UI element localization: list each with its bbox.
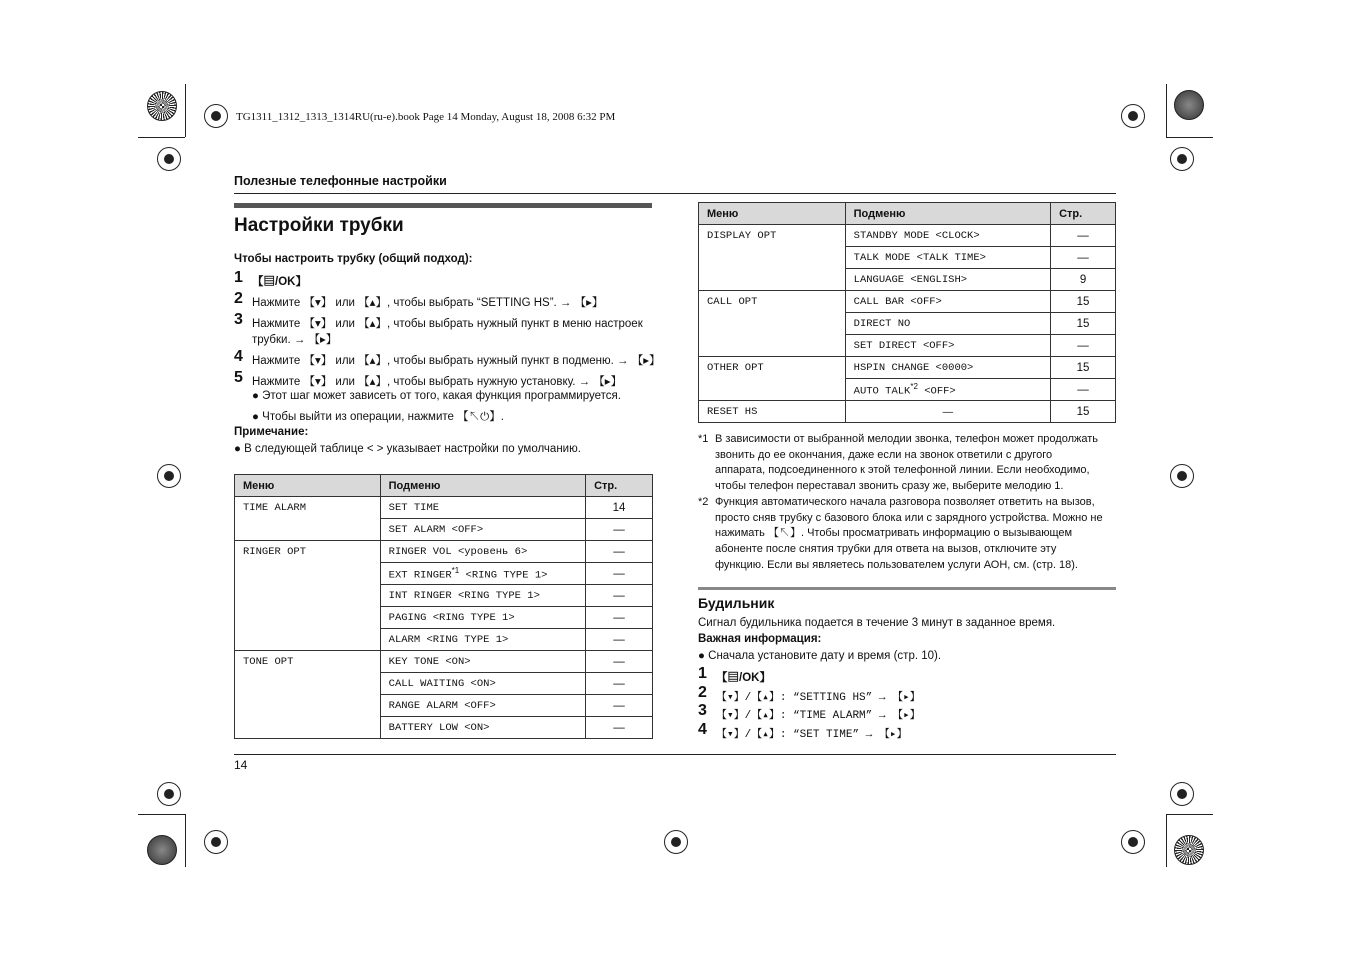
step-text: 【▾】/【▴】: “SET TIME” → 【▸】	[716, 729, 908, 741]
step-number: 4	[698, 721, 707, 738]
footnote-ref: *2	[910, 381, 918, 391]
step-number: 5	[234, 369, 243, 386]
page-cell: —	[586, 651, 653, 673]
crop-line	[1166, 814, 1213, 815]
table-row	[235, 651, 653, 673]
crosshair-icon	[1170, 782, 1194, 806]
submenu-cell: TALK MODE <TALK TIME>	[845, 247, 1050, 269]
registration-mark-icon	[1174, 835, 1204, 865]
step-text: 【▾】/【▴】: “SETTING HS” → 【▸】	[716, 692, 921, 704]
submenu-cell: INT RINGER <RING TYPE 1>	[380, 585, 585, 607]
footnote-ref: *1	[451, 565, 460, 575]
step-text-continued: трубки. → 【▸】	[252, 334, 338, 346]
footnote-line: Функция автоматического начала разговора позволяет ответить на вызов,	[715, 496, 1095, 508]
page-cell: —	[586, 607, 653, 629]
step-text: 【▤/OK】	[716, 672, 771, 684]
crosshair-icon	[157, 782, 181, 806]
table-row	[699, 401, 1116, 423]
menu-cell: RINGER OPT	[235, 541, 381, 651]
submenu-cell: —	[845, 401, 1050, 423]
crosshair-icon	[157, 464, 181, 488]
step-number: 3	[698, 702, 707, 719]
submenu-cell: SET DIRECT <OFF>	[845, 335, 1050, 357]
page-cell: 15	[1051, 357, 1116, 379]
page-cell: —	[1051, 247, 1116, 269]
footnote-line: звонить до ее окончания, даже если на звонок ответили с другого	[715, 448, 1053, 461]
page-cell: —	[586, 629, 653, 651]
footer-rule	[234, 754, 1116, 755]
page-cell: —	[1051, 379, 1116, 401]
submenu-cell: PAGING <RING TYPE 1>	[380, 607, 585, 629]
page-cell: —	[586, 563, 653, 585]
submenu-cell: RINGER VOL <уровень 6>	[380, 541, 585, 563]
page-cell: 15	[1051, 313, 1116, 335]
step-text: Нажмите 【▾】 или 【▴】, чтобы выбрать нужный пункт в подменю. → 【▸】	[252, 355, 661, 367]
crosshair-icon	[1170, 147, 1194, 171]
submenu-cell: SET TIME	[380, 497, 585, 519]
footnote-line: чтобы телефон переставал звонить сразу же, выберите мелодию 1.	[715, 480, 1064, 493]
step-number: 2	[698, 684, 707, 701]
alarm-title: Будильник	[698, 595, 775, 611]
crop-line	[1166, 137, 1213, 138]
step-text: Нажмите 【▾】 или 【▴】, чтобы выбрать нужный пункт в меню настроек	[252, 318, 643, 330]
bullet-text: Этот шаг может зависеть от того, какая функция программируется.	[262, 390, 621, 402]
page-number: 14	[234, 758, 248, 772]
crosshair-icon	[664, 830, 688, 854]
submenu-cell: SET ALARM <OFF>	[380, 519, 585, 541]
column-header-submenu: Подменю	[380, 475, 585, 497]
menu-cell: RESET HS	[699, 401, 846, 423]
step-text: Нажмите 【▾】 или 【▴】, чтобы выбрать нужную установку. → 【▸】	[252, 376, 623, 388]
submenu-default: <OFF>	[917, 385, 956, 398]
alarm-rule	[698, 587, 1116, 590]
crosshair-icon	[157, 147, 181, 171]
note-item: ● В следующей таблице < > указывает настройки по умолчанию.	[234, 443, 581, 455]
column-header-page: Стр.	[586, 475, 653, 497]
registration-mark-icon	[147, 91, 177, 121]
crop-line	[1166, 814, 1167, 867]
crosshair-icon	[1170, 464, 1194, 488]
crosshair-icon	[1121, 830, 1145, 854]
submenu-cell: ALARM <RING TYPE 1>	[380, 629, 585, 651]
footnote-line: просто сняв трубку с базового блока или с зарядного устройства. Можно не	[715, 511, 1103, 524]
footnote-line: нажимать 【↖】. Чтобы просматривать информацию о вызывающем	[715, 527, 1073, 540]
important-label: Важная информация:	[698, 633, 822, 645]
submenu-text: AUTO TALK	[853, 385, 911, 398]
submenu-cell: KEY TONE <ON>	[380, 651, 585, 673]
menu-cell: DISPLAY OPT	[699, 225, 846, 291]
column-header-menu: Меню	[235, 475, 381, 497]
page-cell: —	[586, 585, 653, 607]
step-text: 【▤/OK】	[252, 276, 307, 288]
page-cell: —	[586, 695, 653, 717]
step-number: 3	[234, 311, 243, 328]
submenu-text: EXT RINGER	[388, 569, 452, 582]
bullet-item: ● Этот шаг может зависеть от того, какая функция программируется.	[252, 390, 621, 402]
section-title: Полезные телефонные настройки	[234, 174, 447, 188]
important-text: Сначала установите дату и время (стр. 10).	[708, 650, 942, 662]
registration-mark-icon	[1174, 90, 1204, 120]
step-number: 1	[698, 665, 707, 682]
table-row	[699, 357, 1116, 379]
bullet-item: ● Чтобы выйти из операции, нажмите 【↖⏻】.	[252, 411, 504, 423]
column-header-menu: Меню	[699, 203, 846, 225]
crop-line	[185, 84, 186, 137]
note-label: Примечание:	[234, 426, 309, 438]
menu-table-right	[698, 202, 1116, 423]
crop-line	[138, 814, 185, 815]
submenu-cell: CALL WAITING <ON>	[380, 673, 585, 695]
footnote-line: абоненте после снятия трубки для ответа на вызов, отключите эту	[715, 543, 1057, 556]
submenu-cell: HSPIN CHANGE <0000>	[845, 357, 1050, 379]
submenu-cell: RANGE ALARM <OFF>	[380, 695, 585, 717]
step-text: Нажмите 【▾】 или 【▴】, чтобы выбрать “SETTING HS”. → 【▸】	[252, 297, 604, 309]
menu-cell: OTHER OPT	[699, 357, 846, 401]
page-cell: —	[586, 519, 653, 541]
alarm-text: Сигнал будильника подается в течение 3 минут в заданное время.	[698, 617, 1056, 629]
submenu-cell	[845, 379, 1050, 401]
submenu-cell: DIRECT NO	[845, 313, 1050, 335]
footnote-line: В зависимости от выбранной мелодии звонка, телефон может продолжать	[715, 433, 1098, 445]
footnote-mark: *2	[698, 496, 709, 508]
crop-line	[138, 137, 185, 138]
page-cell: 14	[586, 497, 653, 519]
subtitle: Чтобы настроить трубку (общий подход):	[234, 253, 473, 265]
table-row	[235, 497, 653, 519]
page-cell: 15	[1051, 401, 1116, 423]
table-row	[699, 291, 1116, 313]
table-row	[699, 225, 1116, 247]
registration-mark-icon	[147, 835, 177, 865]
title-rule	[234, 203, 652, 208]
submenu-cell: LANGUAGE <ENGLISH>	[845, 269, 1050, 291]
menu-cell: TONE OPT	[235, 651, 381, 739]
file-header: TG1311_1312_1313_1314RU(ru-e).book Page 14 Monday, August 18, 2008 6:32 PM	[236, 111, 616, 123]
step-number: 2	[234, 290, 243, 307]
page-cell: —	[1051, 225, 1116, 247]
submenu-cell: STANDBY MODE <CLOCK>	[845, 225, 1050, 247]
column-header-page: Стр.	[1051, 203, 1116, 225]
submenu-cell: CALL BAR <OFF>	[845, 291, 1050, 313]
note-text: В следующей таблице < > указывает настройки по умолчанию.	[244, 443, 581, 455]
menu-cell: CALL OPT	[699, 291, 846, 357]
submenu-cell	[380, 563, 585, 585]
menu-table-left	[234, 474, 653, 739]
bullet-text: Чтобы выйти из операции, нажмите 【↖⏻】.	[262, 411, 504, 423]
step-number: 4	[234, 348, 243, 365]
footnote-mark: *1	[698, 433, 709, 445]
crosshair-icon	[204, 104, 228, 128]
crop-line	[1166, 84, 1167, 137]
footnote-line: функцию. Если вы являетесь пользователем услуги АОН, см. (стр. 18).	[715, 558, 1078, 571]
footnote-line: аппарата, подсоединенного к этой телефонной линии. Если необходимо,	[715, 464, 1090, 477]
page-title: Настройки трубки	[234, 215, 404, 236]
submenu-cell: BATTERY LOW <ON>	[380, 717, 585, 739]
header-rule	[234, 193, 1116, 194]
important-item: ● Сначала установите дату и время (стр. 10).	[698, 650, 942, 662]
page-cell: —	[586, 673, 653, 695]
crosshair-icon	[204, 830, 228, 854]
footnote-2	[698, 495, 1118, 574]
page-cell: 15	[1051, 291, 1116, 313]
submenu-default: <RING TYPE 1>	[459, 569, 548, 582]
column-header-submenu: Подменю	[845, 203, 1050, 225]
step-number: 1	[234, 269, 243, 286]
footnote-1	[698, 432, 1118, 495]
page-cell: —	[586, 717, 653, 739]
page-cell: —	[586, 541, 653, 563]
table-row	[235, 541, 653, 563]
page-cell: —	[1051, 335, 1116, 357]
menu-cell: TIME ALARM	[235, 497, 381, 541]
step-text: 【▾】/【▴】: “TIME ALARM” → 【▸】	[716, 710, 921, 722]
crosshair-icon	[1121, 104, 1145, 128]
page-cell: 9	[1051, 269, 1116, 291]
crop-line	[185, 814, 186, 867]
